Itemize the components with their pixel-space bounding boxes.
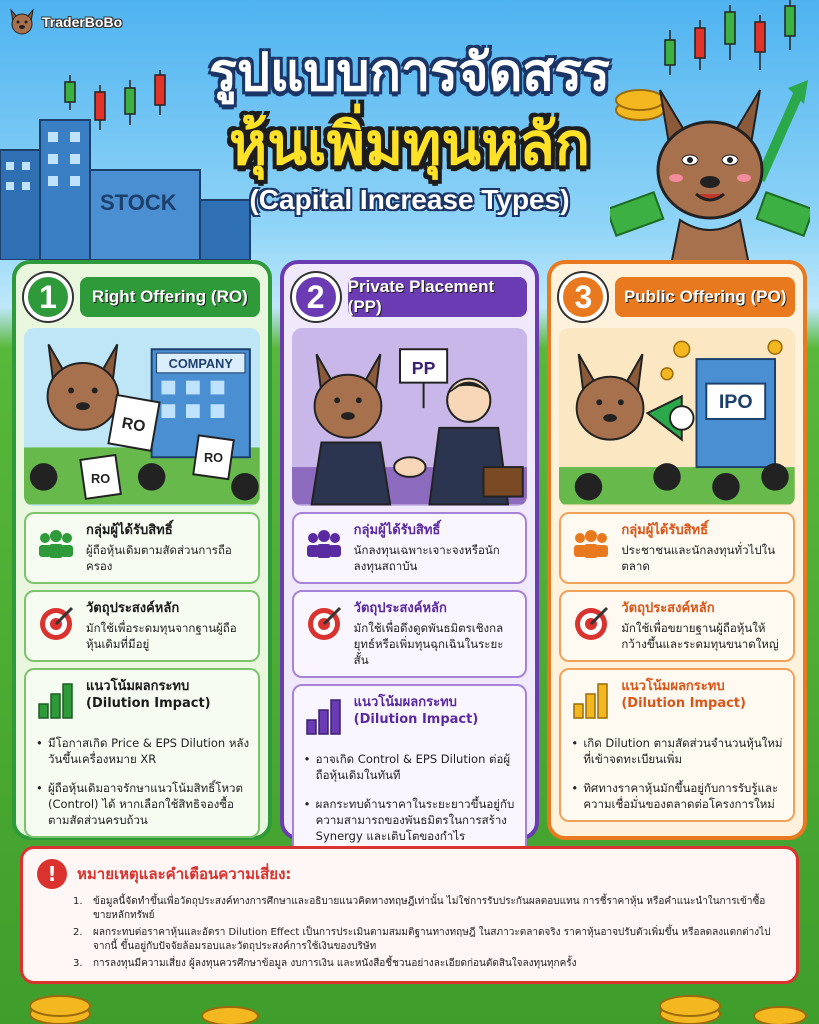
group-text: นักลงทุนเฉพาะเจาะจงหรือนักลงทุนสถาบัน (353, 543, 500, 573)
warning-item (73, 895, 782, 923)
title-line-1: รูปแบบการจัดสรร (209, 43, 610, 103)
warning-item-text: ข้อมูลนี้จัดทำขึ้นเพื่อวัตถุประสงค์ทางการศึกษาและอธิบายแนวคิดทางทฤษฎีเท่านั้น ไม่ใช่การรับประกันผลตอบแทน การชี้ราคาหุ้น หรือคำแนะนำในการเข้าซื้อขายหลักทรัพย์ (93, 896, 766, 921)
gold-coins-decoration (0, 984, 819, 1024)
card-private-placement (280, 260, 540, 843)
offering-cards (12, 260, 807, 843)
brand-name: TraderBoBo (42, 14, 123, 30)
brand-logo (8, 8, 122, 36)
warning-item-text: การลงทุนมีความเสี่ยง ผู้ลงทุนควรศึกษาข้อมูล งบการเงิน และหนังสือชี้ชวนอย่างละเอียดก่อนตัดสินใจลงทุนทุกครั้ง (93, 958, 577, 969)
card-number-badge: 3 (559, 273, 607, 321)
warning-icon: ! (37, 859, 67, 889)
ro-sign: RO (203, 450, 224, 466)
dilution-impact-box (24, 668, 260, 838)
eligible-group-box (292, 512, 528, 584)
public-offering-illustration (559, 328, 795, 506)
objective-heading: วัตถุประสงค์หลัก (353, 601, 447, 616)
risk-warning-box (20, 846, 799, 984)
bar-chart-icon (569, 678, 613, 722)
group-text: ผู้ถือหุ้นเดิมตามสัดส่วนการถือครอง (86, 543, 232, 573)
card-title: Public Offering (PO) (615, 277, 795, 317)
ro-sign: RO (91, 470, 111, 486)
impact-bullet: • มีโอกาสเกิด Price & EPS Dilution หลังวันขึ้นเครื่องหมาย XR (34, 735, 250, 767)
people-group-icon (34, 522, 78, 566)
title-line-3: (Capital Increase Types) (249, 184, 570, 215)
eligible-group-box (559, 512, 795, 584)
warning-title: หมายเหตุและคำเตือนความเสี่ยง: (77, 865, 292, 883)
card-number-badge: 1 (24, 273, 72, 321)
people-group-icon (569, 522, 613, 566)
warning-item-text: ผลกระทบต่อราคาหุ้นและอัตรา Dilution Effect เป็นการประเมินตามสมมติฐานทางทฤษฎี ในสภาวะตลาดจริง ราคาหุ้นอาจปรับตัวเพิ่มขึ้น หรือลดลงแตกต่างไปจากนี้ ขึ้นอยู่กับปัจจัยล้อมรอบและวัตถุประสงค์การใช้เงินของบริษัท (93, 927, 771, 952)
group-text: ประชาชนและนักลงทุนทั่วไปในตลาด (621, 543, 776, 573)
impact-bullet: • ทิศทางราคาหุ้นมักขึ้นอยู่กับการรับรู้และความเชื่อมั่นของตลาดต่อโครงการใหม่ (569, 780, 785, 812)
target-icon (302, 600, 346, 644)
objective-box (24, 590, 260, 662)
impact-heading: แนวโน้มผลกระทบ (86, 679, 190, 694)
impact-subheading: (Dilution Impact) (86, 696, 211, 711)
impact-bullet: • เกิด Dilution ตามสัดส่วนจำนวนหุ้นใหม่ที่เข้าจดทะเบียนเพิ่ม (569, 735, 785, 767)
private-placement-illustration (292, 328, 528, 506)
warning-item (73, 957, 782, 971)
objective-text: มักใช้เพื่อขยายฐานผู้ถือหุ้นให้กว้างขึ้นและระดมทุนขนาดใหญ่ (621, 621, 779, 651)
objective-heading: วัตถุประสงค์หลัก (621, 601, 715, 616)
bar-chart-icon (34, 678, 78, 722)
title-line-2: หุ้นเพิ่มทุนหลัก (229, 110, 590, 178)
dog-logo-icon (8, 8, 36, 36)
objective-heading: วัตถุประสงค์หลัก (86, 601, 180, 616)
stock-sign: STOCK (100, 190, 177, 215)
impact-bullet: • ผลกระทบด้านราคาในระยะยาวขึ้นอยู่กับความสามารถของพันธมิตรในการสร้าง Synergy และเติบโตของกำไร (302, 796, 518, 844)
ro-sign: RO (120, 414, 147, 436)
target-icon (34, 600, 78, 644)
dilution-impact-box (292, 684, 528, 854)
card-title: Private Placement (PP) (348, 277, 528, 317)
impact-heading: แนวโน้มผลกระทบ (621, 679, 725, 694)
group-heading: กลุ่มผู้ได้รับสิทธิ์ (621, 523, 709, 538)
card-public-offering (547, 260, 807, 840)
group-heading: กลุ่มผู้ได้รับสิทธิ์ (353, 523, 441, 538)
dilution-impact-box (559, 668, 795, 822)
company-sign: COMPANY (168, 355, 233, 371)
eligible-group-box (24, 512, 260, 584)
warning-item-number: 2. (73, 927, 83, 938)
target-icon (569, 600, 613, 644)
people-group-icon (302, 522, 346, 566)
group-heading: กลุ่มผู้ได้รับสิทธิ์ (86, 523, 173, 538)
card-number-badge: 2 (292, 273, 340, 321)
ipo-sign: IPO (719, 391, 754, 414)
right-offering-illustration (24, 328, 260, 506)
impact-subheading: (Dilution Impact) (621, 696, 746, 711)
pp-sign: PP (411, 357, 436, 378)
card-title: Right Offering (RO) (80, 277, 260, 317)
objective-box (292, 590, 528, 678)
card-right-offering (12, 260, 272, 840)
warning-item-number: 1. (73, 896, 83, 907)
objective-text: มักใช้เพื่อดึงดูดพันธมิตรเชิงกลยุทธ์หรือเพิ่มทุนฉุกเฉินในระยะสั้น (353, 621, 504, 667)
dog-mascot-money-illustration (610, 70, 810, 270)
objective-box (559, 590, 795, 662)
impact-bullet: • ผู้ถือหุ้นเดิมอาจรักษาแนวโน้มสิทธิ์โหวต (Control) ได้ หากเลือกใช้สิทธิจองซื้อตามสัดส่วนครบถ้วน (34, 780, 250, 828)
impact-heading: แนวโน้มผลกระทบ (353, 695, 457, 710)
impact-subheading: (Dilution Impact) (353, 712, 479, 727)
warning-item (73, 926, 782, 954)
bar-chart-icon (302, 694, 346, 738)
impact-bullet: • อาจเกิด Control & EPS Dilution ต่อผู้ถือหุ้นเดิมในทันที (302, 751, 518, 783)
warning-item-number: 3. (73, 958, 83, 969)
objective-text: มักใช้เพื่อระดมทุนจากฐานผู้ถือหุ้นเดิมที่มีอยู่ (86, 621, 237, 651)
